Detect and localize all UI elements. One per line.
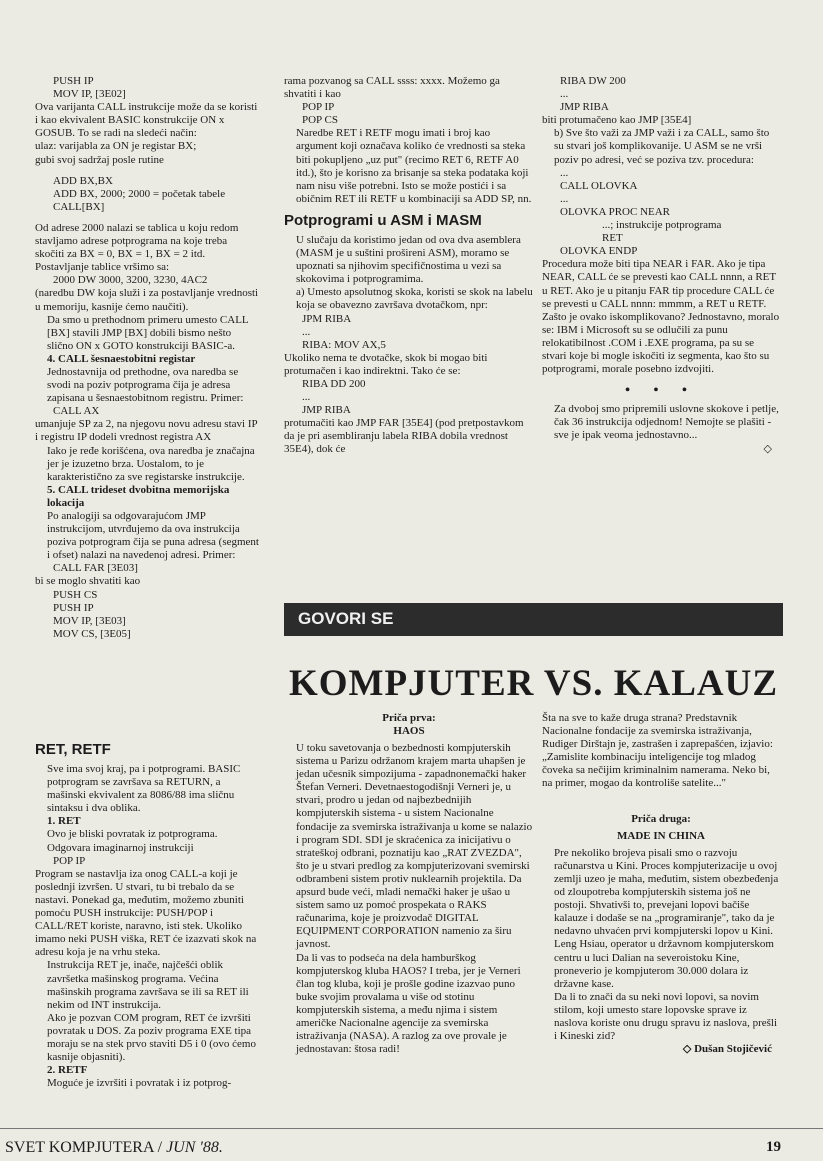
subheading: 5. CALL trideset dvobitna memorijska lokacija [47,483,233,509]
code-line: PUSH IP [53,75,94,87]
story2-kicker: Priča druga: [631,812,691,825]
code-line: POP IP [302,101,335,114]
paragraph: Instrukcija RET je, inače, najčešći oblik završetka mašinskog programa. Većina mašinskih programa završava se ili sa RET ili nekim od INT instrukcija. [47,959,252,1011]
story1-title: HAOS [393,725,425,737]
paragraph: Da li vas to podseća na dela hamburškog kompjuterskog kluba HAOS? I treba, jer je Verneri član tog kluba, koji je prošle godine izazvao puno buke svojim provalama u više od stotinu kompjuterskih sistema, a među njima i sistem američke Nacionalne agencije za svemirska istraživanja (NASA). A razlog za ove provale je jednostavan: štosa radi! [296,951,524,1056]
subheading: 2. RETF [47,1064,88,1077]
section-banner [284,603,783,636]
paragraph: bi se moglo shvatiti kao [35,575,141,588]
paragraph: Od adrese 2000 nalazi se tablica u koju redom stavljamo adrese potprograma na koje treba skočiti za BX = 0, BX = 1, BX = 2 itd. Postavljanje tablice vršimo sa: [35,221,242,274]
code-line: MOV IP, [3E02] [53,88,126,101]
code-line: CALL OLOVKA [560,179,638,192]
code-line: 2000 DW 3000, 3200, 3230, 4AC2 [53,274,208,287]
paragraph: U slučaju da koristimo jedan od ova dva asemblera (MASM je u suštini prošireni ASM), moramo se upoznati sa njihovim specifičnostima u vezi sa skokovima i potprogramima. [296,233,524,286]
subheading: 4. CALL šesnaestobitni registar [47,352,196,365]
code-line: OLOVKA PROC NEAR [560,205,671,218]
section-heading: Potprogrami u ASM i MASM [284,211,482,229]
paragraph: Ovo je bliski povratak iz potprograma. Odgovara imaginarnoj instrukciji [47,828,221,854]
paragraph: Da li to znači da su neki novi lopovi, sa novim stilom, koji umesto stare lopovske sprave iz naslova koriste onu drugu spravu iz naslova, prešli i Kineski zid? [554,990,780,1043]
story1-kicker: Priča prva: [382,712,436,724]
story2-title: MADE IN CHINA [617,829,705,842]
code-line: ... [302,325,311,338]
column-3-top [542,75,780,456]
column-1-top [35,75,262,641]
paragraph: Ako je pozvan COM program, RET će izvršiti povratak u DOS. Za poziv programa EXE tipa moraju se na stek prvo staviti D5 i 0 (ovo ćemo kasnije objasniti). [47,1011,259,1064]
code-line: RIBA DD 200 [302,377,366,390]
paragraph: b) Sve što važi za JMP važi i za CALL, samo što su stvari još komplikovanije. U ASM se ne vrši poziv po adresi, već se poziva tzv. procedura: [554,127,773,166]
paragraph: umanjuje SP za 2, na njegovu novu adresu stavi IP i registru IP dodeli vrednost registra AX [35,418,260,444]
banner-label: GOVORI SE [298,609,394,628]
code-line: ... [560,88,569,101]
paragraph: Procedura može biti tipa NEAR i FAR. Ako je tipa NEAR, CALL će se prevesti kao CALL nnnn, a RET u RET. Ako je u pitanju FAR tip procedure CALL će se prevesti u CALL nnnn: mmmm, a RET u RETF. Zašto je ovako iskomplikovano? Jednostavno, moralo se: IBM i Microsoft su se odlučili za punu relokatibilnost .COM i .EXE programa, pa su se stvari koje bi mogle iskočiti iz segmenta, kao što su potprogrami, morale posebno izdvojiti. [542,258,782,376]
code-line: POP CS [302,114,338,127]
code-line: PUSH IP [53,601,94,614]
code-line: ADD BX, 2000; 2000 = početak tabele [53,187,226,200]
paragraph: protumačiti kao JMP FAR [35E4] (pod pretpostavkom da je pri asembliranju labela RIBA dobila vrednost 35E4), dok će [284,417,527,456]
section-heading: RET, RETF [35,741,111,758]
code-line: RIBA DW 200 [560,75,626,87]
code-line: ADD BX,BX [53,174,113,187]
paragraph: Moguće je izvršiti i povratak i iz potprog- [47,1077,232,1090]
code-line: JMP RIBA [560,101,609,114]
author-byline: ◇ Dušan Stojičević [682,1043,772,1056]
paragraph: Po analogiji sa odgovarajućom JMP instrukcijom, utvrđujemo da ova instrukcija poziva potprogram čija se puna adresa (segment i ofset) nalazi na navedenoj adresi. Primer: [47,510,262,562]
paragraph: Jednostavnija od prethodne, ova naredba se svodi na poziv potprograma čija je adresa zapisana u šesnaestobitnom registru. Primer: [47,365,244,405]
code-comment: ulaz: varijabla za ON je registar BX; [35,140,197,153]
paragraph: Program se nastavlja iza onog CALL-a koji je poslednji izvršen. U stvari, tu bi trebalo da se nastavi. Ponekad ga, međutim, možemo zbuniti pomoću PUSH instrukcije: PUSH/POP i CALL/RET koriste, naravno, isti stek. Ukoliko imamo neki PUSH viška, RET će izazvati skok na adresu koja je na vrhu steka. [35,867,260,959]
end-mark-icon: ◇ [763,442,772,455]
issue-date: JUN '88. [166,1139,223,1156]
code-line: RIBA: MOV AX,5 [302,338,386,351]
code-line: PUSH CS [53,588,98,601]
magazine-name: SVET KOMPJUTERA / [5,1139,163,1156]
story1-body [284,742,534,1056]
code-line: ... [302,391,311,404]
story2-column [542,712,780,1056]
paragraph: Za dvoboj smo pripremili uslovne skokove i petlje, čak 36 instrukcija odjednom! Nemojte se plašiti - sve je ipak veoma jednostavno... [554,403,782,442]
code-line: POP IP [53,854,86,867]
section-divider: • • • [625,383,697,399]
story1-header [284,712,534,738]
code-line: MOV CS, [3E05] [53,627,131,640]
code-line: CALL[BX] [53,200,105,213]
code-line: ... [560,166,569,179]
column-2-top [284,75,534,457]
article-headline: KOMPJUTER VS. KALAUZ [288,663,779,704]
paragraph: Sve ima svoj kraj, pa i potprogrami. BASIC potprogram se završava sa RETURN, a mašinski ekvivalent za 8086/88 ima sličnu sintaksu i dva oblika. [47,763,244,815]
code-line: CALL AX [53,405,100,418]
code-comment: gubi svoj sadržaj posle rutine [35,153,164,166]
paragraph: Da smo u prethodnom primeru umesto CALL [BX] stavili JMP [BX] dobili bismo nešto slično ON x GOTO konstrukciji BASIC-a. [47,313,251,352]
code-line: RET [602,232,623,245]
subheading: 1. RET [47,815,81,828]
paragraph: Šta na sve to kaže druga strana? Predstavnik Nacionalne fondacije za svemirska istraživanja, Rudiger Dirštajn je, zastrašen i zaprepašćen, izjavio: „Zamislite kombinaciju inteligencije tog mladog čoveka sa nečijim kriminalnim namerama. Neko bi, na primer, mogao da kontroliše satelite..." [542,712,776,790]
paragraph: biti protumačeno kao JMP [35E4] [542,114,692,127]
paragraph: Ova varijanta CALL instrukcije može da se koristi i kao ekvivalent BASIC konstrukcije ON x GOSUB. To se radi na sledeći način: [35,101,261,140]
paragraph: U toku savetovanja o bezbednosti kompjuterskih sistema u Parizu održanom krajem marta uhapšen je jedan učesnik simpozijuma - zapadnonemački haker Štefan Verneri. Devetnaestogodišnji Verneri je, u stvari, prodro u jedan od najbezbednijih kompjuterskih sistema - u sistem Nacionalne fondacije za svemirska istraživanja u kome se nalazio i program SDI. SDI je skraćenica za inicijativu o strateškoj odbrani, poznatiju kao „RAT ZVEZDA", što je u stvari predlog za kompjuterizovani svemirski odbrambeni sistem protiv nuklearnih projektila. Da apsurd bude veći, mladi nemački haker je ušao u sistem samo uz pomoć prospekata o RAKS računarima, koje je proizvodač DIGITAL EQUIPMENT CORPORATION namenio za širu javnost. [296,742,535,951]
paragraph: Naredbe RET i RETF mogu imati i broj kao argument koji označava koliko će vrednosti sa steka biti pokupljeno „uz put" (recimo RET 6, RETF A0 itd.), što je korisno za brisanje sa steka podataka koji nam nisu više potrebni. Isto se može postići i sa običnim RET ili RETF u kombinaciji sa ADD SP, nn. [296,127,532,205]
footer-masthead [5,1139,223,1157]
paragraph: rama pozvanog sa CALL ssss: xxxx. Možemo ga shvatiti i kao [284,75,503,101]
code-line: OLOVKA ENDP [560,245,638,258]
code-line: JMP RIBA [302,404,351,417]
paragraph: (naredbu DW koja služi i za postavljanje vrednosti u memoriju, kasnije ćemo naučiti). [35,287,261,313]
paragraph: Pre nekoliko brojeva pisali smo o razvoju računarstva u Kini. Proces kompjuterizacije u ovoj zemlji uzeo je maha, međutim, sistem obezbeđenja od zloupotreba kompjuterskih sistema još ne postoji. Shvativši to, prevejani lopovi bačiše kalauze i dodaše se na „programiranje", tako da je nedavno uhvaćen prvi kompjuterski lopov u Kini. Leng Hsiau, operator u državnom kompjuterskom centru u luci Dalian na severoistoku Kine, proneverio je kompjuterom 30.000 dolara iz državne kase. [554,846,781,990]
code-line: JPM RIBA [302,312,352,325]
paragraph: a) Umesto apsolutnog skoka, koristi se skok na labelu koja se obavezno završava dvotačkom, npr: [296,286,536,312]
column-1-bottom [35,735,259,1090]
page-footer [0,1128,823,1161]
code-line: ... [560,192,569,205]
code-line: ...; instrukcije potprograma [602,219,722,232]
paragraph: Iako je ređe korišćena, ova naredba je značajna jer je izuzetno brza. Uostalom, to je karakteristično za sve registarske instrukcije. [47,444,258,483]
code-line: CALL FAR [3E03] [53,562,138,575]
page-number: 19 [766,1139,781,1155]
paragraph: Ukoliko nema te dvotačke, skok bi mogao biti protumačen i kao indirektni. Tako će se: [284,351,491,377]
code-line: MOV IP, [3E03] [53,614,126,627]
